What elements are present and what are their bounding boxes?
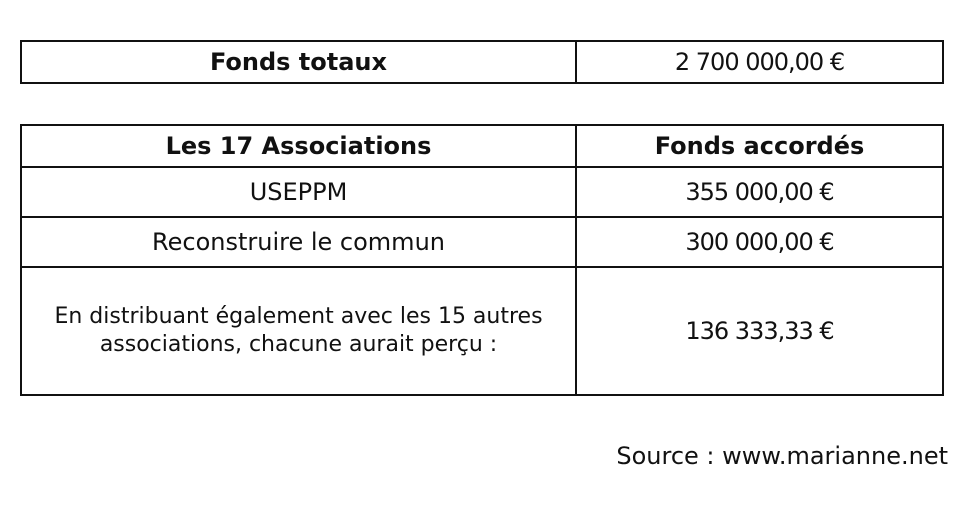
equal-distribution-note: En distribuant également avec les 15 autres associations, chacune aurait perçu :	[21, 267, 576, 395]
association-name: Reconstruire le commun	[21, 217, 576, 267]
source-credit: Source : www.marianne.net	[616, 442, 948, 470]
header-funds-granted: Fonds accordés	[576, 125, 943, 167]
association-amount: 300 000,00 €	[576, 217, 943, 267]
total-funds-value: 2 700 000,00 €	[576, 41, 943, 83]
table-row	[21, 267, 943, 395]
header-associations: Les 17 Associations	[21, 125, 576, 167]
table-row	[21, 167, 943, 217]
table-header-row	[21, 125, 943, 167]
table-row	[21, 217, 943, 267]
total-funds-row	[21, 41, 943, 83]
equal-distribution-amount: 136 333,33 €	[576, 267, 943, 395]
associations-table	[20, 124, 944, 396]
total-funds-label: Fonds totaux	[21, 41, 576, 83]
association-amount: 355 000,00 €	[576, 167, 943, 217]
total-funds-table	[20, 40, 944, 84]
association-name: USEPPM	[21, 167, 576, 217]
